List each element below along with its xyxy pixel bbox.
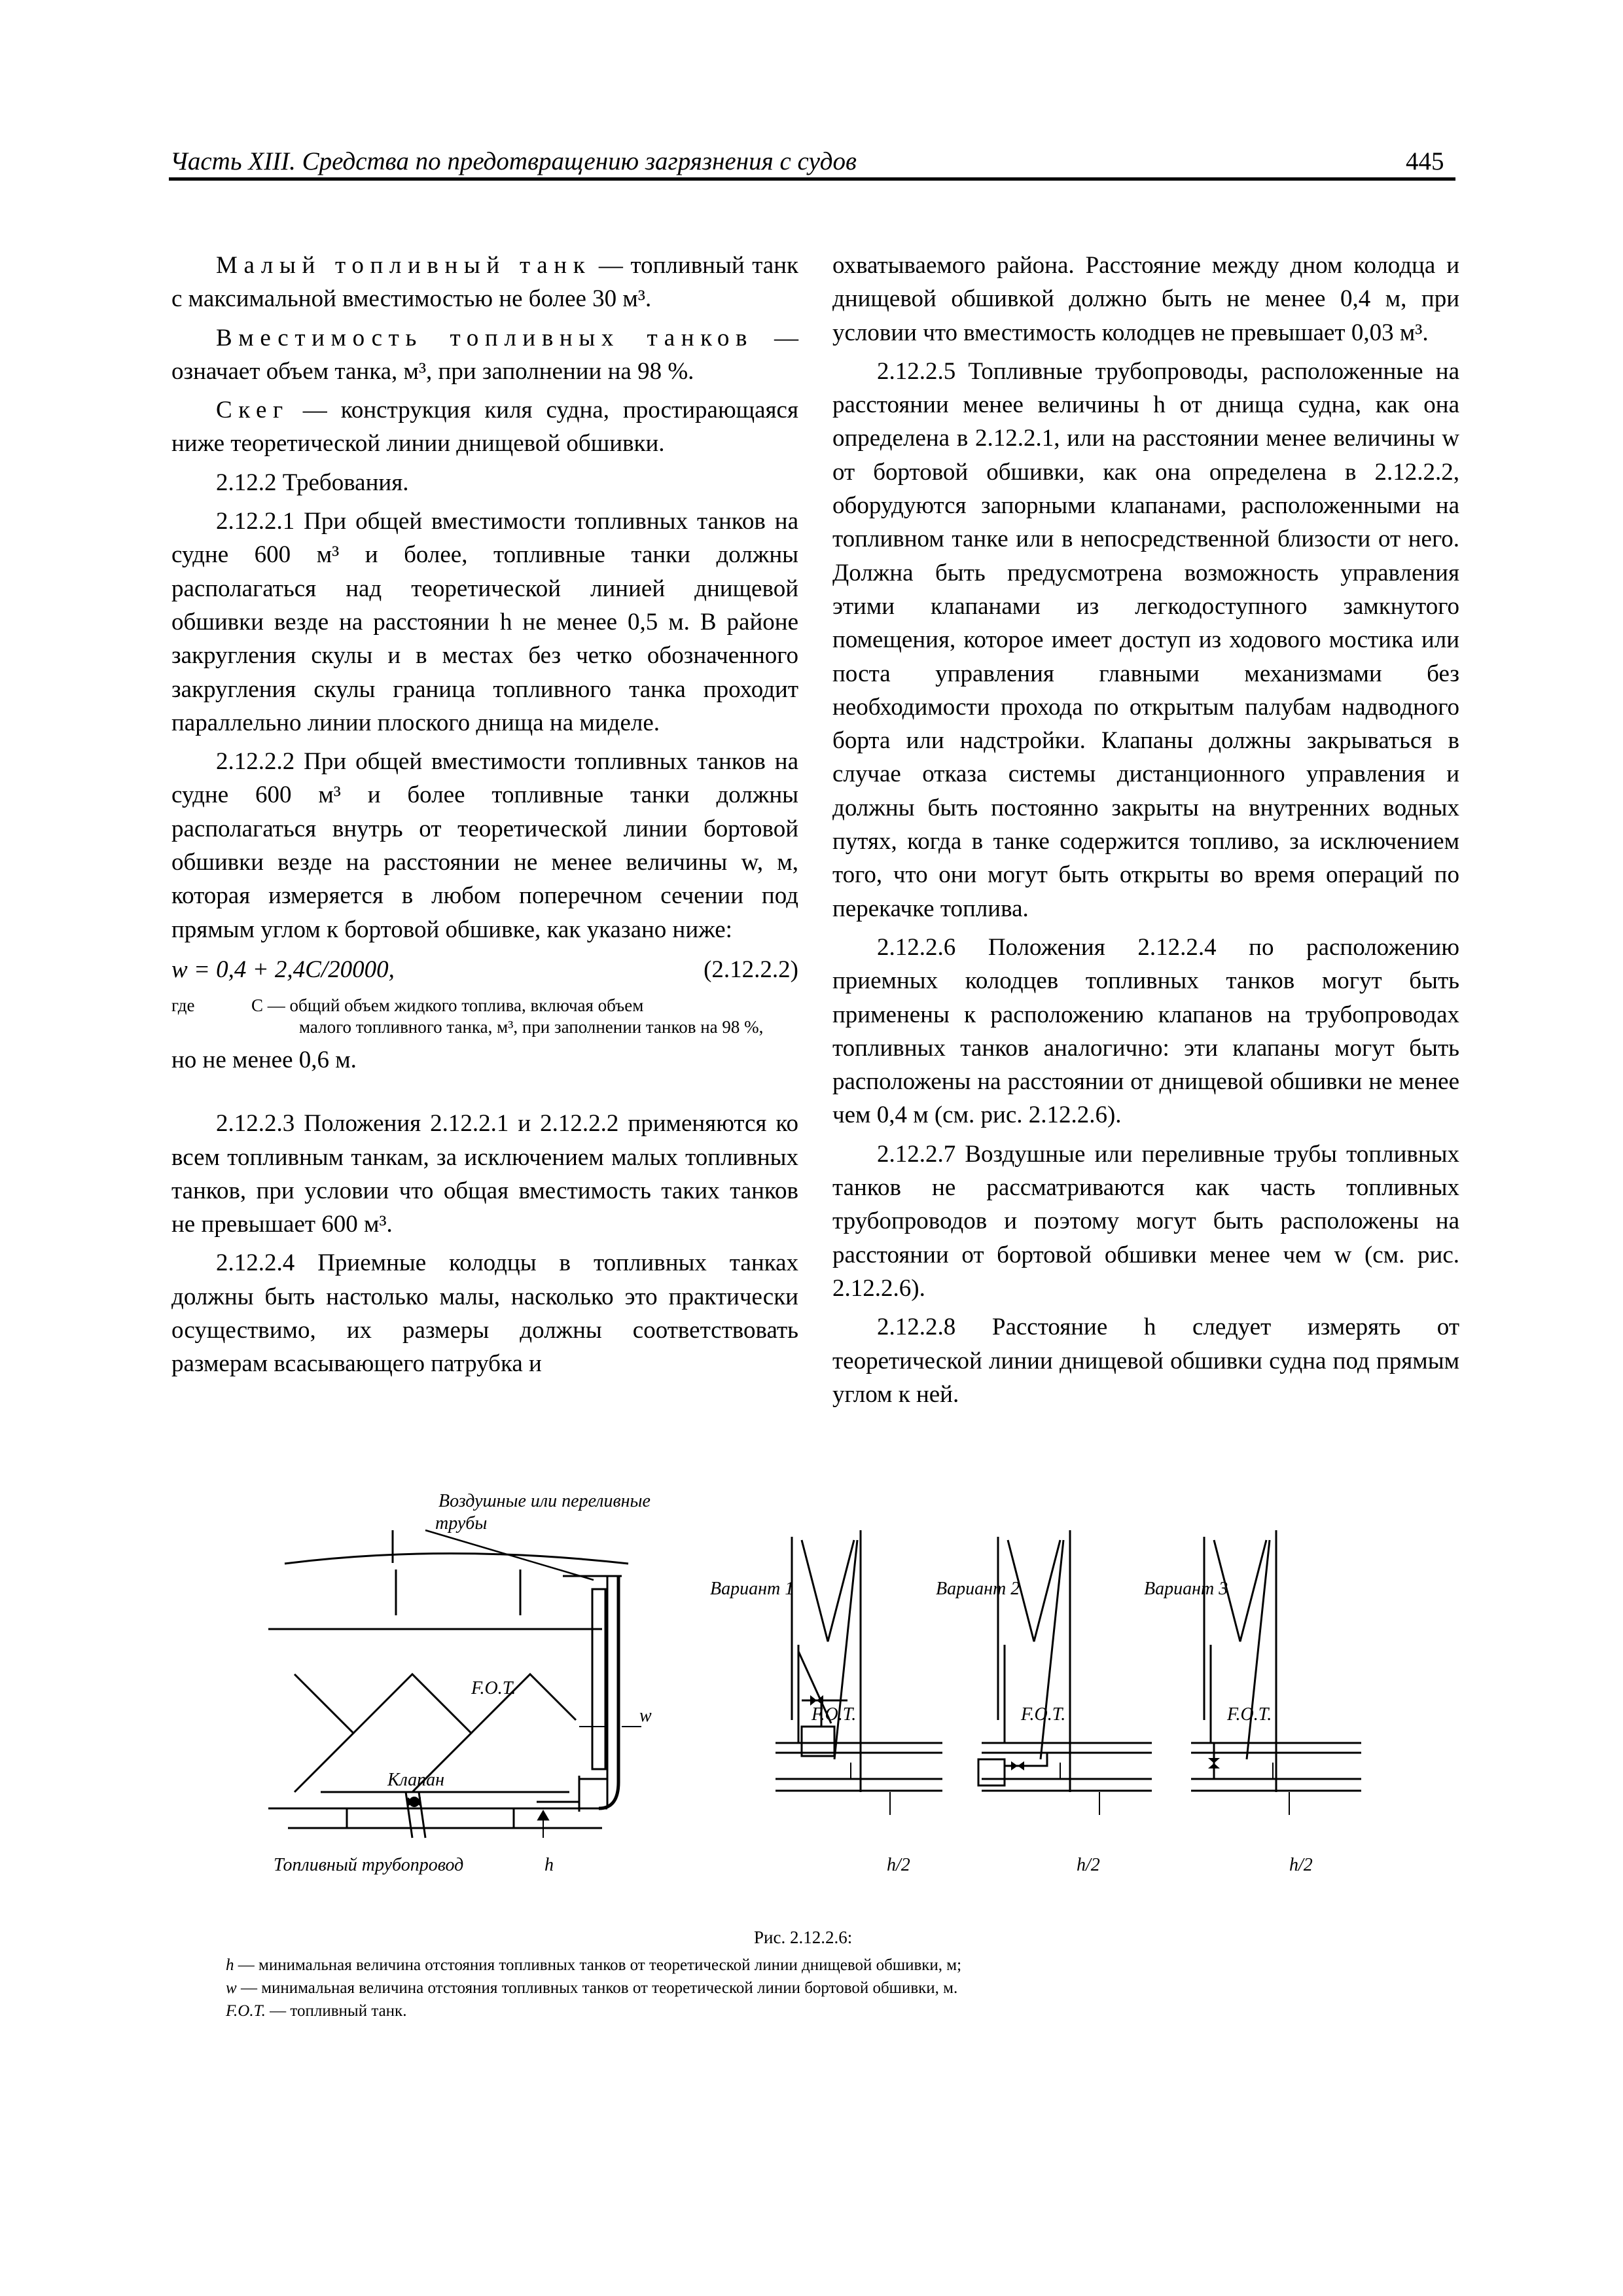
caption-w-line: w — минимальная величина отстояния топливных танков от теоретической линии бортовой обшивки, м.: [226, 1979, 958, 1997]
page-number: 445: [1406, 147, 1444, 175]
variant-2-valve-icon: [1011, 1761, 1024, 1770]
figure-caption-legend: [226, 1954, 961, 2022]
paragraph-2-12-2-7: 2.12.2.7 Воздушные или переливные трубы топливных танков не рассматриваются как часть топливных трубопроводов и поэтому могут быть расположены на расстоянии от бортовой обшивки менее чем w (см. рис. 2.12.2.6).: [832, 1140, 1459, 1302]
fot-label: F.O.T.: [471, 1678, 516, 1698]
variant-1-h2: h/2: [887, 1855, 910, 1875]
pipeline-label: Топливный трубопровод: [274, 1855, 464, 1875]
paragraph-2-12-2-3: 2.12.2.3 Положения 2.12.2.1 и 2.12.2.2 применяются ко всем топливным танкам, за исключением малых топливных танков, при условии что общая вместимость таких танков не превышает 600 м³.: [171, 1110, 798, 1238]
formula-number: (2.12.2.2): [704, 956, 798, 983]
air-pipes-label-2: трубы: [435, 1513, 488, 1534]
variant-3-valve-icon: [1208, 1758, 1220, 1768]
h-label: h: [544, 1855, 554, 1875]
requirements-heading: 2.12.2 Требования.: [216, 469, 409, 496]
variant-1-diagram: [776, 1530, 942, 1815]
paragraph-2-12-2-2: 2.12.2.2 При общей вместимости топливных танков на судне 600 м³ и более топливные танки должны располагаться внутрь от теоретической линии бортовой обшивки везде на расстоянии не менее величины w, м, которая измеряется в любом поперечном сечении под прямым углом к бортовой обшивке, как указано ниже:: [171, 748, 798, 943]
variant-1-label: Вариант 1: [710, 1579, 794, 1599]
figure-caption-title: Рис. 2.12.2.6:: [754, 1928, 853, 1947]
definition-skeg: Скег — конструкция киля судна, простирающаяся ниже теоретической линии днищевой обшивки.: [171, 397, 798, 457]
definition-small-fuel-tank: Малый топливный танк — топливный танк с максимальной вместимостью не более 30 м³.: [171, 252, 799, 313]
paragraph-2-12-2-5: 2.12.2.5 Топливные трубопроводы, расположенные на расстоянии менее величины h от днища судна, как она определена в 2.12.2.1, или на расстоянии менее величины w от бортовой обшивки, как она определена в 2.12.2.2, оборудуются запорными клапанами, расположенными на топливном танке или в непосредственной близости от него. Должна быть предусмотрена возможность управления этими клапанами из легкодоступного замкнутого помещения, которое имеет доступ из ходового мостика или поста управления главными механизмами без необходимости прохода по открытым палубам надводного борта или надстройки. Клапаны должны закрываться в случае отказа системы дистанционного управления и должны быть постоянно закрыты на внутренних водных путях, когда в танке содержится топливо, за исключением того, что они могут быть открыты во время операций по перекачке топлива.: [832, 357, 1459, 922]
variant-1-fot: F.O.T.: [812, 1704, 857, 1725]
hull-side-plating: [599, 1576, 618, 1808]
formula: [171, 953, 798, 990]
running-header-title: Часть XIII. Средства по предотвращению загрязнения с судов: [170, 147, 857, 175]
formula-legend: где C — общий объем жидкого топлива, включая объем малого топливного танка, м³, при заполнении танков на 98 %,: [171, 995, 764, 1037]
paragraph-2-12-2-6: 2.12.2.6 Положения 2.12.2.4 по расположению приемных колодцев топливных танков могут быть применены к расположению клапанов на трубопроводах топливных танков аналогично: эти клапаны могут быть расположены на расстоянии от днищевой обшивки не менее чем 0,4 м (см. рис. 2.12.2.6).: [832, 933, 1459, 1129]
right-column: [832, 249, 1459, 1416]
w-label: w: [639, 1706, 652, 1726]
definition-tank-capacity: Вместимость топливных танков — означает объем танка, м³, при заполнении на 98 %.: [171, 324, 798, 385]
caption-h-line: h — минимальная величина отстояния топливных танков от теоретической линии днищевой обшивки, м;: [226, 1956, 962, 1974]
valve-label: Клапан: [387, 1770, 445, 1790]
deck-line: [285, 1554, 628, 1564]
caption-fot-line: F.O.T. — топливный танк.: [226, 2002, 407, 2020]
variant-2-label: Вариант 2: [936, 1579, 1020, 1599]
variant-3-diagram: [1191, 1530, 1361, 1815]
variant-3-h2: h/2: [1289, 1855, 1313, 1875]
paragraph-2-12-2-1: 2.12.2.1 При общей вместимости топливных танков на судне 600 м³ и более, топливные танки должны располагаться над теоретической линией днищевой обшивки везде на расстоянии h не менее 0,5 м. В районе закругления скулы и в местах без четко обозначенного закругления скулы граница топливного танка проходит параллельно линии плоского днища на миделе.: [171, 508, 798, 736]
paragraph-continuation: охватываемого района. Расстояние между дном колодца и днищевой обшивкой должно быть не менее 0,4 м, при условии что вместимость колодцев не превышает 0,03 м³.: [832, 252, 1459, 346]
header-rule: [169, 177, 1455, 181]
air-pipe: [592, 1589, 605, 1769]
paragraph-2-12-2-8: 2.12.2.8 Расстояние h следует измерять от теоретической линии днищевой обшивки судна под прямым углом к ней.: [832, 1314, 1459, 1408]
air-pipes-label-1: Воздушные или переливные: [438, 1491, 651, 1511]
variant-2-diagram: [978, 1530, 1152, 1815]
figure-2-12-2-6: [249, 1484, 1479, 1890]
left-column: [171, 249, 798, 1386]
variant-3-label: Вариант 3: [1144, 1579, 1228, 1599]
figure-drawing: [249, 1484, 1479, 1890]
variant-2-h2: h/2: [1077, 1855, 1100, 1875]
variant-3-fot: F.O.T.: [1227, 1704, 1272, 1725]
minimum-value: но не менее 0,6 м.: [171, 1046, 357, 1073]
paragraph-2-12-2-4: 2.12.2.4 Приемные колодцы в топливных танках должны быть настолько малы, насколько это практически осуществимо, их размеры должны соответствовать размерам всасывающего патрубка и: [171, 1249, 798, 1378]
variant-2-fot: F.O.T.: [1021, 1704, 1066, 1725]
formula-expression: w = 0,4 + 2,4C/20000,: [171, 956, 395, 983]
